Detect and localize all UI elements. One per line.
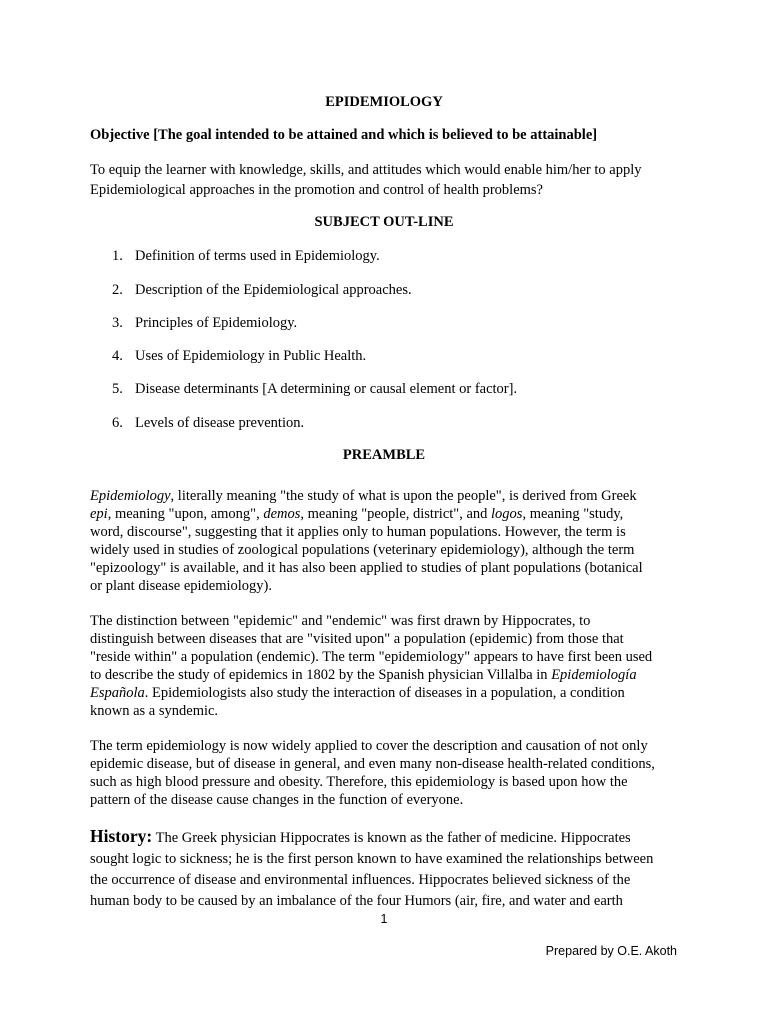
outline-item-number: 3. <box>112 315 123 331</box>
paragraph-line: or plant disease epidemiology). <box>90 578 273 594</box>
outline-item-number: 5. <box>112 381 123 397</box>
paragraph-line: word, discourse", suggesting that it applies only to human populations. However, the term is <box>90 524 626 540</box>
intro-paragraph <box>90 160 690 200</box>
objective-heading: Objective [The goal intended to be attained and which is believed to be attainable] <box>90 127 598 143</box>
paragraph-line: "epizoology" is available, and it has also been applied to studies of plant populations (botanical <box>90 560 643 576</box>
outline-item <box>112 282 412 299</box>
preamble-paragraph-2 <box>90 612 682 720</box>
italic-term: logos <box>491 506 523 522</box>
preamble-heading: PREAMBLE <box>342 447 426 463</box>
paragraph-line: "reside within" a population (endemic). The term "epidemiology" appears to have first been used <box>90 649 653 665</box>
outline-item <box>112 348 366 365</box>
paragraph-line: Española. Epidemiologists also study the interaction of diseases in a population, a condition <box>90 685 625 701</box>
paragraph-line: known as a syndemic. <box>90 703 219 719</box>
outline-item <box>112 381 517 398</box>
outline-item-text: Principles of Epidemiology. <box>135 315 298 331</box>
preamble-paragraph-3 <box>90 737 682 809</box>
italic-term: Epidemiología <box>551 667 637 683</box>
outline-item-number: 1. <box>112 248 123 264</box>
history-paragraph <box>90 826 682 912</box>
italic-term: epi <box>90 506 108 522</box>
history-label: History: <box>90 826 153 846</box>
outline-item-text: Levels of disease prevention. <box>135 415 305 431</box>
outline-item-text: Description of the Epidemiological approaches. <box>135 282 412 298</box>
paragraph-line: sought logic to sickness; he is the first person known to have examined the relationships between <box>90 851 654 867</box>
paragraph-line: pattern of the disease cause changes in the function of everyone. <box>90 792 464 808</box>
outline-item-number: 6. <box>112 415 123 431</box>
outline-item-text: Disease determinants [A determining or causal element or factor]. <box>135 381 518 397</box>
document-title: EPIDEMIOLOGY <box>325 94 443 110</box>
paragraph-line: Epidemiology, literally meaning "the study of what is upon the people", is derived from Greek <box>90 488 637 504</box>
italic-term: Española <box>90 685 145 701</box>
paragraph-line: epidemic disease, but of disease in general, and even many non-disease health-related conditions, <box>90 756 655 772</box>
intro-line: To equip the learner with knowledge, skills, and attitudes which would enable him/her to apply <box>90 162 642 178</box>
outline-item <box>112 415 304 432</box>
paragraph-line: History: The Greek physician Hippocrates is known as the father of medicine. Hippocrates <box>90 826 631 846</box>
subject-outline-heading: SUBJECT OUT-LINE <box>314 214 454 230</box>
paragraph-line: The distinction between "epidemic" and "endemic" was first drawn by Hippocrates, to <box>90 613 591 629</box>
italic-term: demos <box>263 506 301 522</box>
paragraph-line: the occurrence of disease and environmental influences. Hippocrates believed sickness of the <box>90 872 631 888</box>
paragraph-line: widely used in studies of zoological populations (veterinary epidemiology), although the term <box>90 542 635 558</box>
outline-item <box>112 315 297 332</box>
paragraph-line: epi, meaning "upon, among", demos, meaning "people, district", and logos, meaning "study, <box>90 506 624 522</box>
intro-line: Epidemiological approaches in the promotion and control of health problems? <box>90 182 543 198</box>
outline-item-text: Uses of Epidemiology in Public Health. <box>135 348 367 364</box>
outline-item <box>112 248 380 265</box>
paragraph-line: human body to be caused by an imbalance of the four Humors (air, fire, and water and earth <box>90 893 623 909</box>
outline-item-text: Definition of terms used in Epidemiology. <box>135 248 380 264</box>
paragraph-line: such as high blood pressure and obesity. Therefore, this epidemiology is based upon how the <box>90 774 628 790</box>
paragraph-line: distinguish between diseases that are "visited upon" a population (epidemic) from those that <box>90 631 624 647</box>
paragraph-line: The term epidemiology is now widely applied to cover the description and causation of not only <box>90 738 648 754</box>
preamble-paragraph-1 <box>90 487 682 595</box>
paragraph-line: to describe the study of epidemics in 1802 by the Spanish physician Villalba in Epidemiología <box>90 667 637 683</box>
page-number: 1 <box>380 912 388 926</box>
footer-author: Prepared by O.E. Akoth <box>545 944 677 958</box>
outline-item-number: 2. <box>112 282 123 298</box>
italic-term: Epidemiology <box>90 488 171 504</box>
outline-item-number: 4. <box>112 348 123 364</box>
